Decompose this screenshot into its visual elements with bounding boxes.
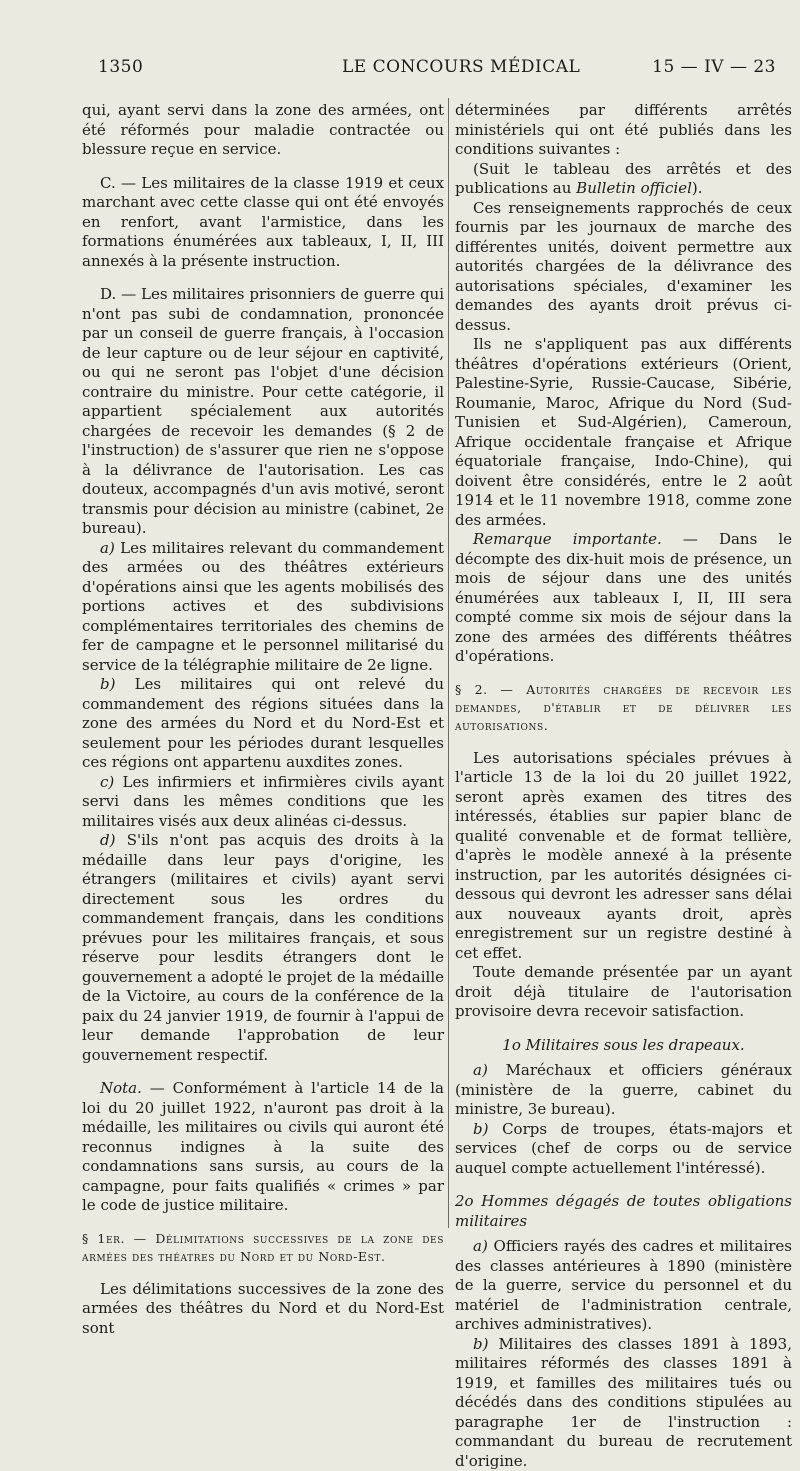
text: ). [692, 179, 703, 197]
paragraph: qui, ayant servi dans la zone des armées, ont été réformés pour maladie contractée ou blessure reçue en service. [82, 101, 444, 160]
section-1-text: Les délimitations successives de la zone des armées des théâtres du Nord et du Nord-Est sont [82, 1280, 444, 1339]
subheading-1 [455, 1036, 792, 1056]
item-text: S'ils n'ont pas acquis des droits à la médaille dans leur pays d'origine, les étrangers (militaires et civils) ayant servi directement sous les ordres du commandement français, dans les conditions prévues pour les militaires français, et sous réserve pour lesdits étrangers dont le gouvernement a adopté le projet de la médaille de la Victoire, au cours de la conférence de la paix du 24 janvier 1919, de fournir à l'appui de leur demande l'approbation de leur gouvernement respectif. [82, 831, 444, 1064]
paragraph: Ils ne s'appliquent pas aux différents théâtres d'opérations extérieurs (Orient, Palestine-Syrie, Russie-Caucase, Sibérie, Roumanie, Maroc, Afrique du Nord (Sud-Tunisien et Sud-Algérien), Cameroun, Afrique occidentale française et Afrique équatoriale française, Indo-Chine), qui doivent être considérés, entre le 2 août 1914 et le 11 novembre 1918, comme zone des armées. [455, 335, 792, 530]
subheading-text: 1o Militaires sous les drapeaux. [502, 1036, 744, 1054]
column-divider [448, 98, 449, 1228]
right-column [455, 101, 792, 1471]
nota-label: Nota. [100, 1079, 142, 1097]
item-d [82, 831, 444, 1065]
remarque [455, 530, 792, 667]
item-text: Les infirmiers et infirmières civils ayant servi dans les mêmes conditions que les militaires visés aux deux alinéas ci-dessus. [82, 773, 444, 830]
nota-text: — Conformément à l'article 14 de la loi du 20 juillet 1922, n'auront pas droit à la médaille, les militaires ou civils qui auront été reconnus indignes à la suite des condamnations sans sursis, au cours de la campagne, pour faits qualifiés « crimes » par le code de justice militaire. [82, 1079, 444, 1214]
item-a [455, 1061, 792, 1120]
item-a [455, 1237, 792, 1335]
item-c [82, 773, 444, 832]
item-b [455, 1335, 792, 1471]
subheading-2 [455, 1192, 792, 1231]
item-b [82, 675, 444, 773]
paragraph: déterminées par différents arrêtés ministériels qui ont été publiés dans les conditions suivantes : [455, 101, 792, 160]
page-header [98, 57, 786, 87]
issue-date: 15 — IV — 23 [652, 57, 776, 77]
subheading-text: 2o Hommes dégagés de toutes obligations militaires [455, 1192, 792, 1230]
item-text: Les militaires qui ont relevé du commandement des régions situées dans la zone des armées du Nord et du Nord-Est et seulement pour les périodes durant lesquelles ces régions ont appartenu auxdites zones. [82, 675, 444, 771]
item-label: a) [473, 1237, 488, 1255]
page-number: 1350 [98, 57, 143, 77]
bulletin-title: Bulletin officiel [576, 179, 692, 197]
item-label: c) [100, 773, 114, 791]
section-1-heading: § 1er. — Délimitations successives de la zone des armées des théatres du Nord et du Nord-Est. [82, 1230, 444, 1266]
paragraph: Ces renseignements rapprochés de ceux fournis par les journaux de marche des différentes unités, doivent permettre aux autorités chargées de la délivrance des autorisations spéciales, d'examiner les demandes des ayants droit prévus ci-dessus. [455, 199, 792, 336]
item-b [455, 1120, 792, 1179]
section-2-heading: § 2. — Autorités chargées de recevoir les demandes, d'établir et de délivrer les autorisations. [455, 681, 792, 735]
item-text: Officiers rayés des cadres et militaires des classes antérieures à 1890 (ministère de la guerre, service du personnel et du matériel de l'administration centrale, archives administratives). [455, 1237, 792, 1333]
left-column [82, 101, 444, 1338]
remarque-label: Remarque importante. [473, 530, 662, 548]
paragraph: Toute demande présentée par un ayant droit déjà titulaire de l'autorisation provisoire devra recevoir satisfaction. [455, 963, 792, 1022]
item-text: Corps de troupes, états-majors et services (chef de corps ou de service auquel compte actuellement l'intéressé). [455, 1120, 792, 1177]
paragraph-c: C. — Les militaires de la classe 1919 et ceux marchant avec cette classe qui ont été envoyés en renfort, avant l'armistice, dans les formations énumérées aux tableaux, I, II, III annexés à la présente instruction. [82, 174, 444, 272]
item-label: b) [473, 1120, 488, 1138]
item-label: d) [100, 831, 115, 849]
item-label: b) [473, 1335, 488, 1353]
item-text: Militaires des classes 1891 à 1893, militaires réformés des classes 1891 à 1919, et familles des militaires tués ou décédés dans des conditions stipulées au paragraphe 1er de l'instruction : commandant du bureau de recrutement d'origine. [455, 1335, 792, 1470]
text: (Suit le tableau des arrêtés et des publications au [455, 160, 792, 198]
item-a [82, 539, 444, 676]
journal-title: LE CONCOURS MÉDICAL [342, 57, 580, 77]
remarque-text: — Dans le décompte des dix-huit mois de présence, un mois de séjour dans une des unités énumérées aux tableaux I, II, III sera compté comme six mois de séjour dans la zone des armées des différents théâtres d'opérations. [455, 530, 792, 665]
paragraph [455, 160, 792, 199]
paragraph-d: D. — Les militaires prisonniers de guerre qui n'ont pas subi de condamnation, prononcée par un conseil de guerre français, à l'occasion de leur capture ou de leur séjour en captivité, ou qui ne seront pas l'objet d'une décision contraire du ministre. Pour cette catégorie, il appartient spécialement aux autorités chargées de recevoir les demandes (§ 2 de l'instruction) de s'assurer que rien ne s'oppose à la délivrance de l'autorisation. Les cas douteux, accompagnés d'un avis motivé, seront transmis pour décision au ministre (cabinet, 2e bureau). [82, 285, 444, 539]
item-label: a) [100, 539, 115, 557]
item-label: b) [100, 675, 115, 693]
item-text: Les militaires relevant du commandement des armées ou des théâtres extérieurs d'opérations ainsi que les agents mobilisés des portions actives et des subdivisions complémentaires territoriales des chemins de fer de campagne et le personnel militarisé du service de la télégraphie militaire de 2e ligne. [82, 539, 444, 674]
item-label: a) [473, 1061, 488, 1079]
item-text: Maréchaux et officiers généraux (ministère de la guerre, cabinet du ministre, 3e bureau). [455, 1061, 792, 1118]
nota [82, 1079, 444, 1216]
paragraph: Les autorisations spéciales prévues à l'article 13 de la loi du 20 juillet 1922, seront après examen des titres des intéressés, établies sur papier blanc de qualité convenable et de format tellière, d'après le modèle annexé à la présente instruction, par les autorités désignées ci-dessous qui devront les adresser sans délai aux nouveaux ayants droit, après enregistrement sur un registre destiné à cet effet. [455, 749, 792, 964]
